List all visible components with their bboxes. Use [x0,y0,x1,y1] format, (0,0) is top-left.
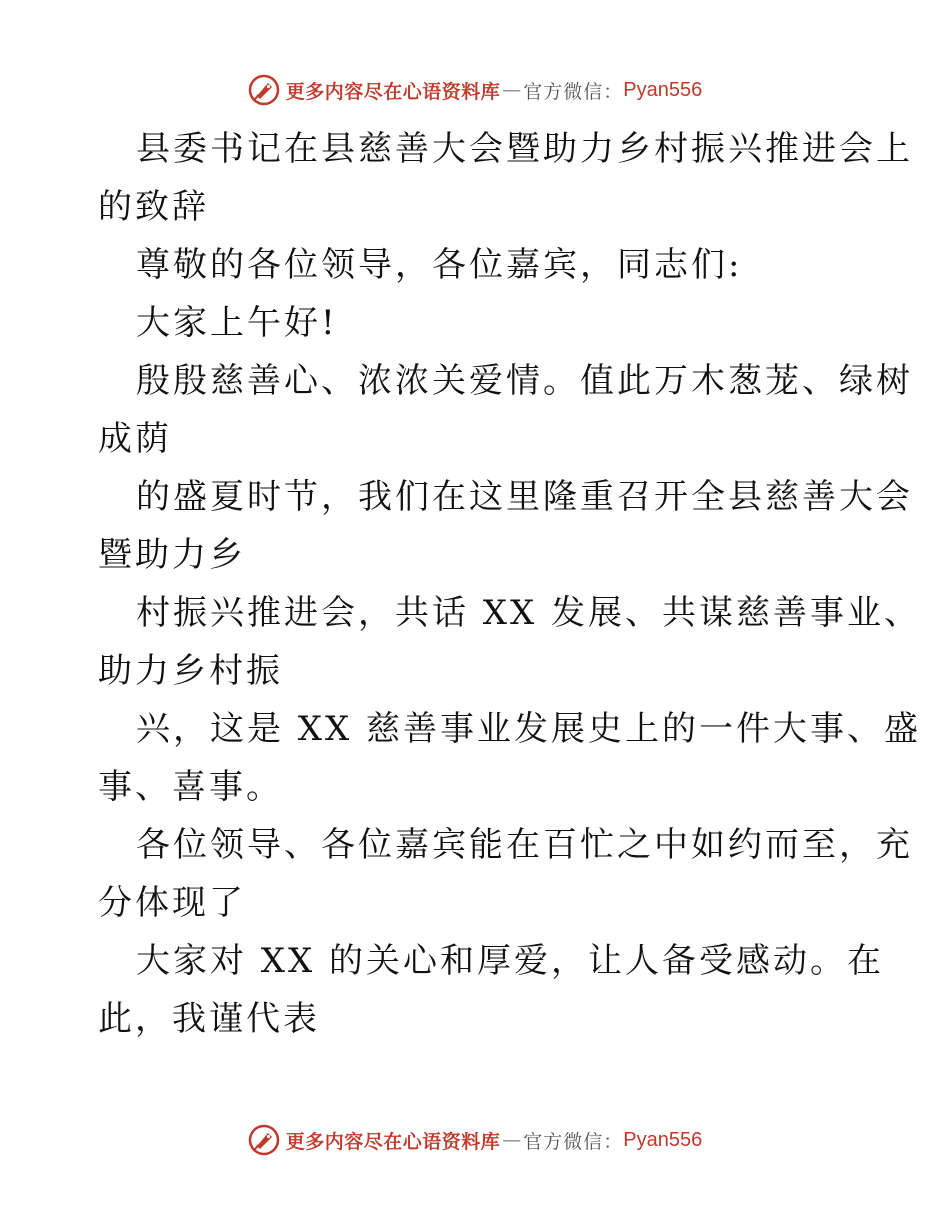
contact-id: Pyan556 [623,78,703,101]
title-line-1: 县委书记在县慈善大会暨助力乡村振兴推进会上 [136,129,913,169]
paragraph-line: 兴，这是 XX 慈善事业发展史上的一件大事、盛 [136,709,922,749]
greeting: 大家上午好! [136,303,338,343]
paragraph-line: 大家对 XX 的关心和厚爱，让人备受感动。在 [136,941,885,981]
pen-nib-logo-icon [248,1124,280,1156]
paragraph-line: 的盛夏时节，我们在这里隆重召开全县慈善大会 [136,477,913,517]
title-line-2: 的致辞 [98,187,209,227]
paragraph-line: 成荫 [98,419,172,459]
paragraph-line: 殷殷慈善心、浓浓关爱情。值此万木葱茏、绿树 [136,361,913,401]
brand-text: 更多内容尽在心语资料库 [285,1130,501,1153]
paragraph-line: 分体现了 [98,883,246,923]
footer-banner [0,1120,950,1160]
paragraph-line: 暨助力乡 [98,535,246,575]
paragraph-line: 村振兴推进会，共话 XX 发展、共谋慈善事业、 [136,593,922,633]
salutation: 尊敬的各位领导，各位嘉宾，同志们: [136,245,743,285]
document-body [98,120,922,1048]
contact-id: Pyan556 [623,1128,703,1151]
header-banner [0,70,950,110]
contact-label: 官方微信： [523,80,624,103]
contact-label: 官方微信： [523,1130,624,1153]
paragraph-line: 此，我谨代表 [98,999,320,1039]
pen-nib-logo-icon [248,74,280,106]
paragraph-line: 事、喜事。 [98,767,283,807]
paragraph-line: 各位领导、各位嘉宾能在百忙之中如约而至，充 [136,825,913,865]
banner-dash: — [502,79,522,101]
paragraph-line: 助力乡村振 [98,651,283,691]
brand-text: 更多内容尽在心语资料库 [285,80,501,103]
banner-dash: — [502,1129,522,1151]
